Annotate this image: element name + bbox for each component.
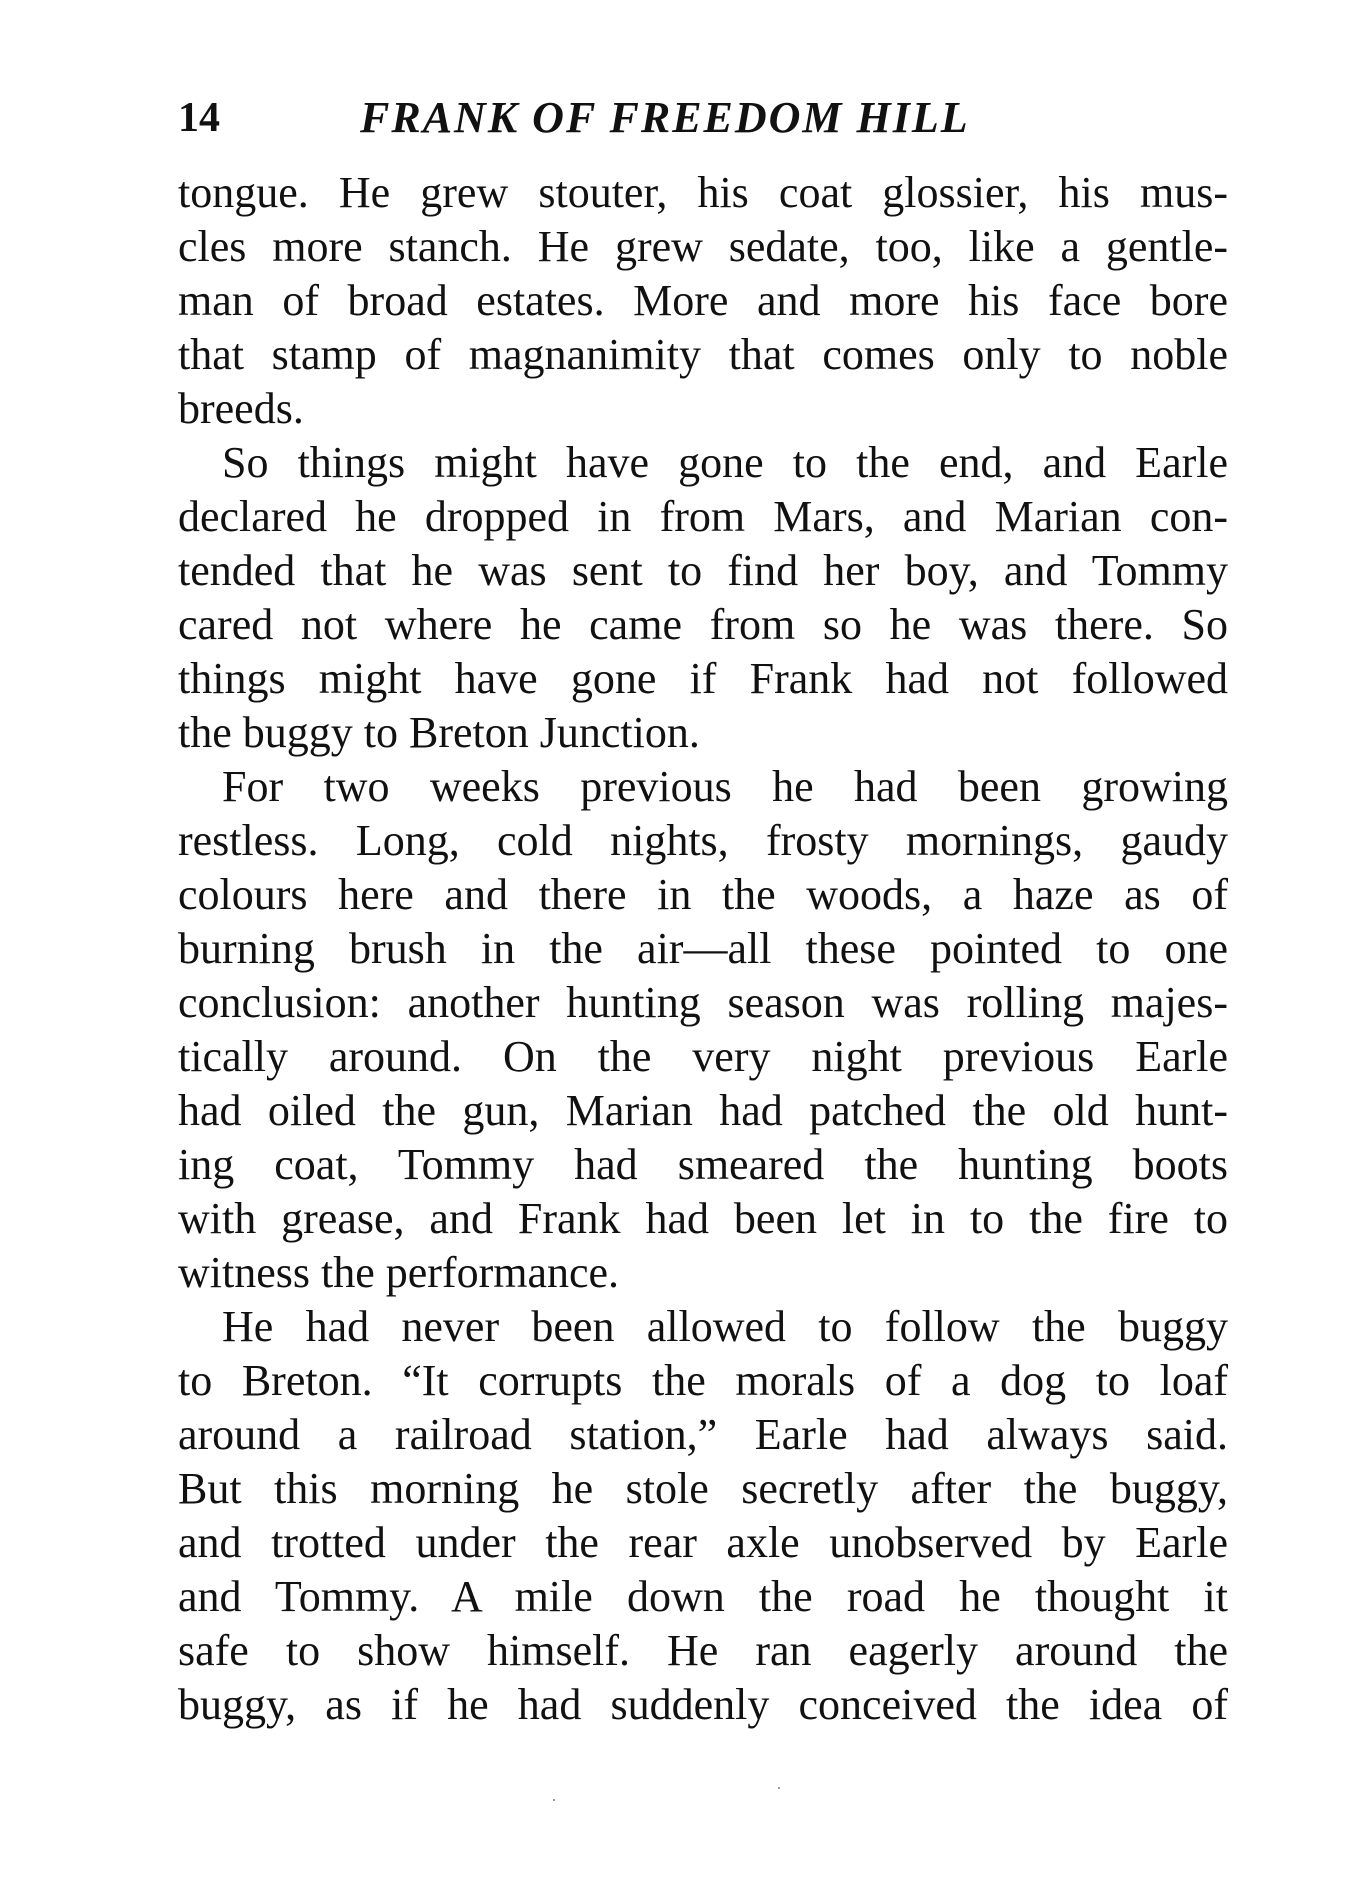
text-line: tically around. On the very night previous Earle: [178, 1032, 1228, 1081]
text-line: cles more stanch. He grew sedate, too, like a gentle-: [178, 222, 1228, 271]
text-line: declared he dropped in from Mars, and Marian con-: [178, 492, 1228, 541]
print-speck: [553, 1799, 555, 1801]
text-line: to Breton. “It corrupts the morals of a dog to loaf: [178, 1356, 1228, 1405]
text-line: conclusion: another hunting season was rolling majes-: [178, 978, 1228, 1027]
text-line: and trotted under the rear axle unobserved by Earle: [178, 1518, 1228, 1567]
text-line: So things might have gone to the end, and Earle: [222, 438, 1228, 487]
text-line: He had never been allowed to follow the buggy: [222, 1302, 1228, 1351]
text-line: had oiled the gun, Marian had patched the old hunt-: [178, 1086, 1228, 1135]
text-line: tended that he was sent to find her boy, and Tommy: [178, 546, 1228, 595]
text-line: around a railroad station,” Earle had always said.: [178, 1410, 1228, 1459]
text-line: colours here and there in the woods, a haze as of: [178, 870, 1228, 919]
running-head: [178, 88, 1228, 148]
paragraph-4: [178, 1300, 1228, 1732]
paragraph-3: [178, 760, 1228, 1300]
text-line: things might have gone if Frank had not followed: [178, 654, 1228, 703]
text-line: and Tommy. A mile down the road he thought it: [178, 1572, 1228, 1621]
print-speck: [778, 1787, 780, 1789]
text-line: restless. Long, cold nights, frosty mornings, gaudy: [178, 816, 1228, 865]
text-line: tongue. He grew stouter, his coat glossier, his mus-: [178, 168, 1228, 217]
text-line: man of broad estates. More and more his face bore: [178, 276, 1228, 325]
page-number: 14: [178, 95, 220, 141]
text-line: with grease, and Frank had been let in to the fire to: [178, 1194, 1228, 1243]
body-text: [178, 166, 1228, 1732]
text-line: safe to show himself. He ran eagerly around the: [178, 1626, 1228, 1675]
text-line: buggy, as if he had suddenly conceived the idea of: [178, 1680, 1228, 1729]
paragraph-1: [178, 166, 1228, 436]
book-title: FRANK OF FREEDOM HILL: [360, 93, 970, 142]
text-line: burning brush in the air—all these pointed to one: [178, 924, 1228, 973]
text-line: For two weeks previous he had been growing: [222, 762, 1228, 811]
text-line: witness the performance.: [178, 1248, 620, 1297]
text-line: cared not where he came from so he was there. So: [178, 600, 1228, 649]
text-line: the buggy to Breton Junction.: [178, 708, 700, 757]
text-line: breeds.: [178, 384, 304, 433]
text-line: ing coat, Tommy had smeared the hunting boots: [178, 1140, 1228, 1189]
text-line: that stamp of magnanimity that comes only to noble: [178, 330, 1228, 379]
text-line: But this morning he stole secretly after the buggy,: [178, 1464, 1228, 1513]
paragraph-2: [178, 436, 1228, 760]
